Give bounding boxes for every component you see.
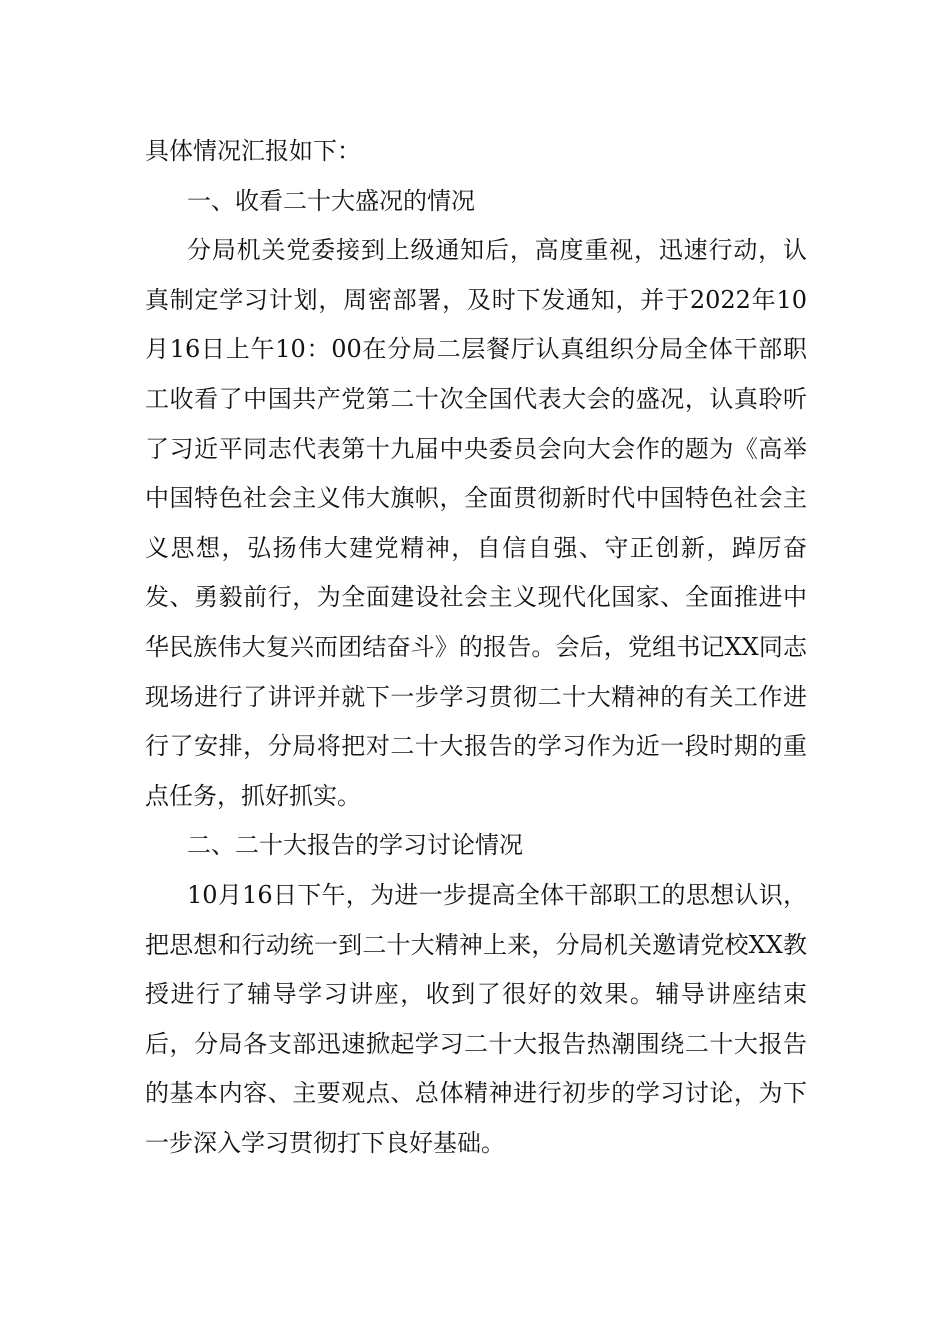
section-2-paragraph: 10月16日下午，为进一步提高全体干部职工的思想认识，把思想和行动统一到二十大精神上来，分局机关邀请党校XX教授进行了辅导学习讲座，收到了很好的效果。辅导讲座结束后，分局各支部迅速掀起学习二十大报告热潮围绕二十大报告的基本内容、主要观点、总体精神进行初步的学习讨论，为下一步深入学习贯彻打下良好基础。: [145, 880, 807, 1157]
section-1-paragraph: 分局机关党委接到上级通知后，高度重视，迅速行动，认真制定学习计划，周密部署，及时下发通知，并于2022年10月16日上午10：00在分局二层餐厅认真组织分局全体干部职工收看了中国共产党第二十次全国代表大会的盛况，认真聆听了习近平同志代表第十九届中央委员会向大会作的题为《高举中国特色社会主义伟大旗帜，全面贯彻新时代中国特色社会主义思想，弘扬伟大建党精神，自信自强、守正创新，踔厉奋发、勇毅前行，为全面建设社会主义现代化国家、全面推进中华民族伟大复兴而团结奋斗》的报告。会后，党组书记XX同志现场进行了讲评并就下一步学习贯彻二十大精神的有关工作进行了安排，分局将把对二十大报告的学习作为近一段时期的重点任务，抓好抓实。: [145, 236, 807, 810]
section-1-heading: 一、收看二十大盛况的情况: [187, 186, 475, 215]
document-body: [145, 127, 807, 1168]
opening-line: 具体情况汇报如下：: [145, 137, 361, 165]
section-2-heading: 二、二十大报告的学习讨论情况: [187, 831, 523, 860]
